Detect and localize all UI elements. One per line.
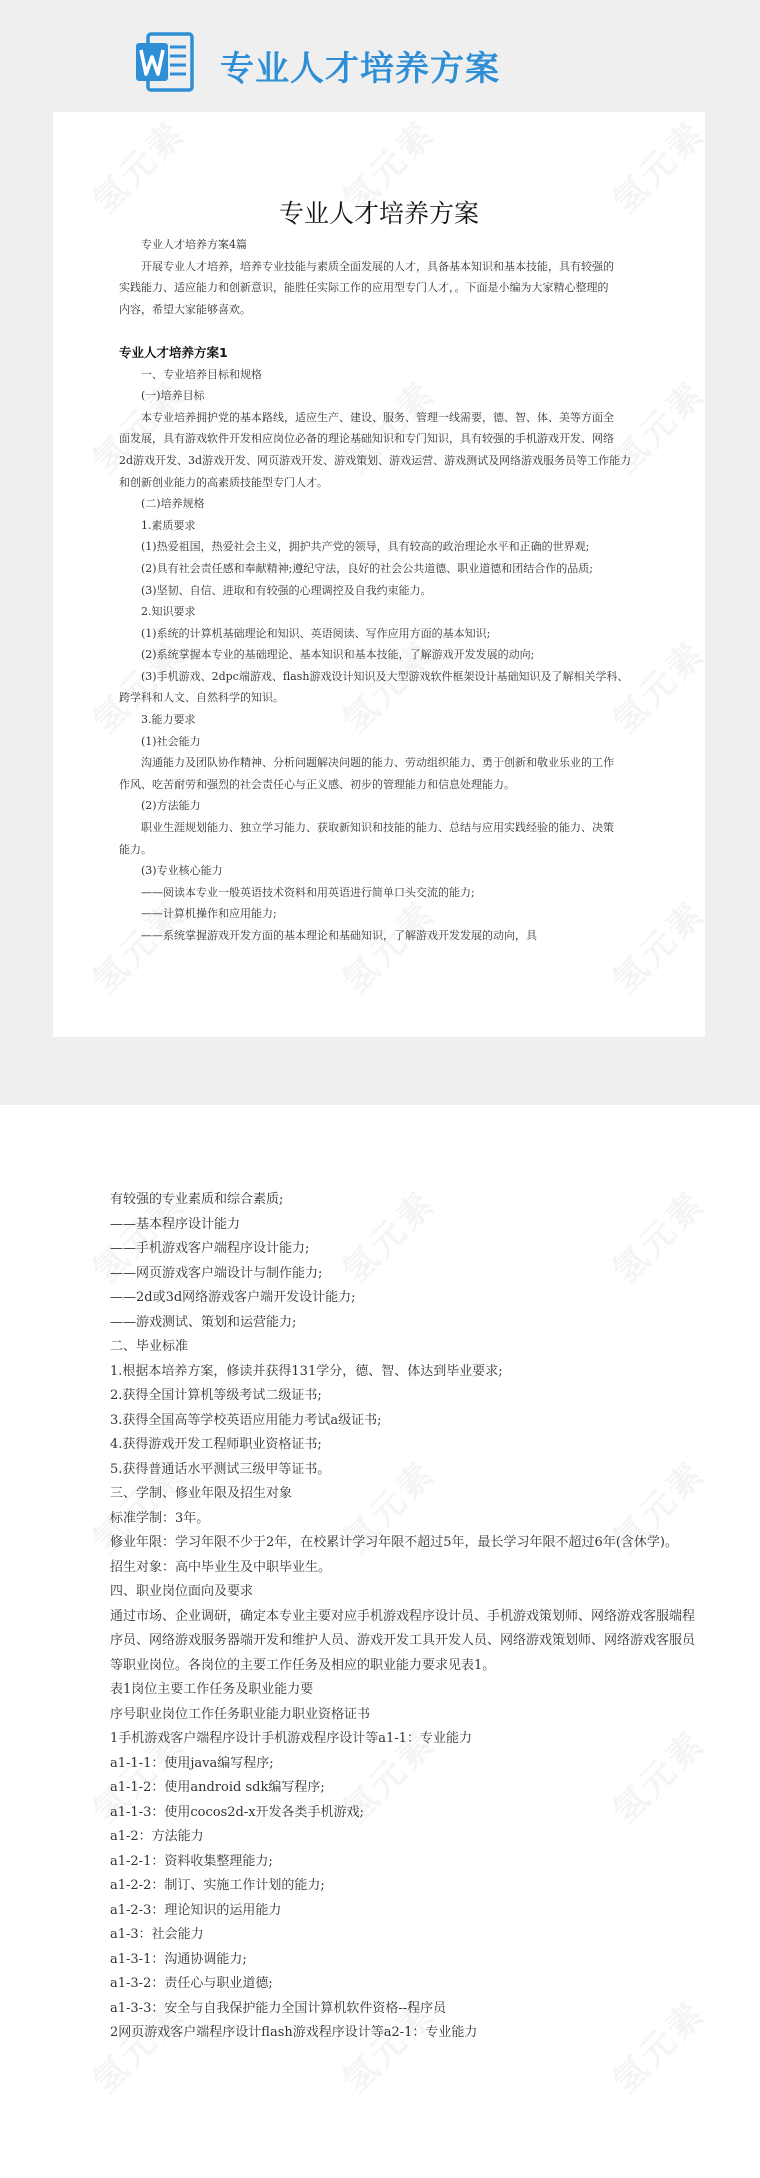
paragraph-line: (二)培养规格: [141, 497, 205, 511]
paragraph-line: a1-3-2：责任心与职业道德;: [110, 1976, 273, 1991]
paragraph-line: 和创新创业能力的高素质技能型专门人才。: [119, 475, 328, 489]
paragraph-line: 修业年限：学习年限不少于2年，在校累计学习年限不超过5年，最长学习年限不超过6年(含休学)。: [110, 1535, 678, 1550]
paragraph-line: (3)坚韧、自信、进取和有较强的心理调控及自我约束能力。: [141, 583, 432, 597]
paragraph-line: a1-3：社会能力: [110, 1927, 204, 1942]
paragraph-line: a1-3-3：安全与自我保护能力全国计算机软件资格--程序员: [110, 2000, 447, 2016]
paragraph-line: a1-1-2：使用android sdk编写程序;: [110, 1780, 325, 1795]
paragraph-line: ——手机游戏客户端程序设计能力;: [110, 1241, 310, 1256]
paragraph-line: ——计算机操作和应用能力;: [141, 907, 277, 921]
paragraph-line: ——基本程序设计能力: [110, 1216, 241, 1232]
paragraph-line: 实践能力、适应能力和创新意识，能胜任实际工作的应用型专门人才，。下面是小编为大家精心整理的: [119, 281, 609, 295]
paragraph-line: a1-2-3：理论知识的运用能力: [110, 1902, 282, 1918]
paragraph-line: (1)系统的计算机基础理论和知识、英语阅读、写作应用方面的基本知识;: [141, 626, 491, 640]
paragraph-line: 职业生涯规划能力、独立学习能力、获取新知识和技能的能力、总结与应用实践经验的能力、决策: [141, 821, 614, 835]
paragraph-line: 2网页游戏客户端程序设计flash游戏程序设计等a2-1：专业能力: [110, 2025, 478, 2040]
page-title: 专业人才培养方案: [278, 199, 479, 228]
paragraph-line: (3)手机游戏、2dpc端游戏、flash游戏设计知识及大型游戏软件框架设计基础知识及了解相关学科、: [141, 669, 629, 683]
document-page-2-body: [110, 1188, 700, 2046]
paragraph-line: (1)热爱祖国，热爱社会主义，拥护共产党的领导，具有较高的政治理论水平和正确的世界观;: [141, 540, 590, 554]
paragraph-line: (1)社会能力: [141, 734, 201, 748]
paragraph-line: (2)方法能力: [141, 799, 201, 813]
header-title: 专业人才培养方案: [220, 49, 500, 89]
paragraph-line: 1.素质要求: [141, 518, 196, 532]
document-header: [134, 27, 734, 97]
paragraph-line: 沟通能力及团队协作精神、分析问题解决问题的能力、劳动组织能力、勇于创新和敬业乐业的工作: [141, 756, 614, 770]
paragraph-line: ——游戏测试、策划和运营能力;: [110, 1314, 297, 1330]
paragraph-line: (3)专业核心能力: [141, 864, 223, 878]
paragraph-line: 能力。: [119, 842, 152, 856]
document-page-1: [53, 112, 705, 1037]
paragraph-line: 3.能力要求: [141, 713, 196, 727]
paragraph-line: ——系统掌握游戏开发方面的基本理论和基础知识，了解游戏开发发展的动向，具: [141, 929, 537, 942]
paragraph-line: 标准学制：3年。: [110, 1510, 210, 1526]
paragraph-line: (2)具有社会责任感和奉献精神;遵纪守法，良好的社会公共道德、职业道德和团结合作的品质;: [141, 561, 593, 575]
paragraph-line: a1-2-1：资料收集整理能力;: [110, 1853, 273, 1869]
paragraph-line: 2d游戏开发、3d游戏开发、网页游戏开发、游戏策划、游戏运营、游戏测试及网络游戏服务员等工作能力: [119, 453, 632, 467]
paragraph-line: 跨学科和人文、自然科学的知识。: [119, 691, 284, 705]
paragraph-line: 5.获得普通话水平测试三级甲等证书。: [110, 1461, 331, 1477]
page-1-body: [119, 234, 664, 947]
paragraph-line: 专业人才培养方案4篇: [141, 238, 247, 251]
paragraph-line: 面发展，具有游戏软件开发相应岗位必备的理论基础知识和专门知识，具有较强的手机游戏开发、网络: [119, 432, 614, 446]
paragraph-line: 四、职业岗位面向及要求: [110, 1584, 254, 1599]
paragraph-line: a1-1-3：使用cocos2d-x开发各类手机游戏;: [110, 1804, 364, 1820]
paragraph-line: 本专业培养拥护党的基本路线，适应生产、建设、服务、管理一线需要，德、智、体、美等方面全: [141, 410, 614, 424]
paragraph-line: 表1岗位主要工作任务及职业能力要: [110, 1682, 314, 1697]
paragraph-line: 3.获得全国高等学校英语应用能力考试a级证书;: [110, 1412, 382, 1428]
paragraph-line: 作风、吃苦耐劳和强烈的社会责任心与正义感、初步的管理能力和信息处理能力。: [119, 777, 515, 791]
paragraph-line: 三、学制、修业年限及招生对象: [110, 1486, 293, 1501]
paragraph-line: 1.根据本培养方案，修读并获得131学分，德、智、体达到毕业要求;: [110, 1363, 503, 1379]
paragraph-line: a1-2：方法能力: [110, 1829, 204, 1844]
paragraph-line: 2.获得全国计算机等级考试二级证书;: [110, 1388, 322, 1403]
paragraph-line: ——2d或3d网络游戏客户端开发设计能力;: [110, 1290, 356, 1305]
paragraph-line: [119, 320, 664, 342]
paragraph-line: 序号职业岗位工作任务职业能力职业资格证书: [110, 1706, 371, 1722]
paragraph-line: (2)系统掌握本专业的基础理论、基本知识和基本技能，了解游戏开发发展的动向;: [141, 648, 535, 662]
paragraph-line: 有较强的专业素质和综合素质;: [110, 1192, 284, 1207]
paragraph-line: 4.获得游戏开发工程师职业资格证书;: [110, 1437, 322, 1452]
paragraph-line: 一、专业培养目标和规格: [141, 367, 262, 381]
section-heading: 专业人才培养方案1: [119, 344, 228, 360]
paragraph-line: a1-3-1：沟通协调能力;: [110, 1951, 247, 1967]
paragraph-line: 内容，希望大家能够喜欢。: [119, 302, 251, 316]
paragraph-line: 1手机游戏客户端程序设计手机游戏程序设计等a1-1：专业能力: [110, 1731, 472, 1746]
paragraph-line: 2.知识要求: [141, 605, 196, 619]
paragraph-line: 开展专业人才培养，培养专业技能与素质全面发展的人才，具备基本知识和基本技能，具有较强的: [141, 259, 614, 273]
paragraph-line: 通过市场、企业调研，确定本专业主要对应手机游戏程序设计员、手机游戏策划师、网络游戏客服端程序员、网络游戏服务器端开发和维护人员、游戏开发工具开发人员、网络游戏策划师、网络游戏客服员等职业岗位。各岗位的主要工作任务及相应的职业能力要求见表1。: [110, 1608, 696, 1673]
paragraph-line: a1-1-1：使用java编写程序;: [110, 1755, 274, 1771]
paragraph-line: 二、毕业标准: [110, 1339, 189, 1354]
heading-line: [119, 342, 664, 364]
paragraph-line: (一)培养目标: [141, 389, 205, 403]
paragraph-line: ——网页游戏客户端设计与制作能力;: [110, 1265, 323, 1281]
word-document-icon: [134, 31, 198, 93]
paragraph-line: ——阅读本专业一般英语技术资料和用英语进行简单口头交流的能力;: [141, 885, 475, 899]
paragraph-line: a1-2-2：制订、实施工作计划的能力;: [110, 1878, 325, 1893]
paragraph-line: 招生对象：高中毕业生及中职毕业生。: [110, 1559, 332, 1575]
